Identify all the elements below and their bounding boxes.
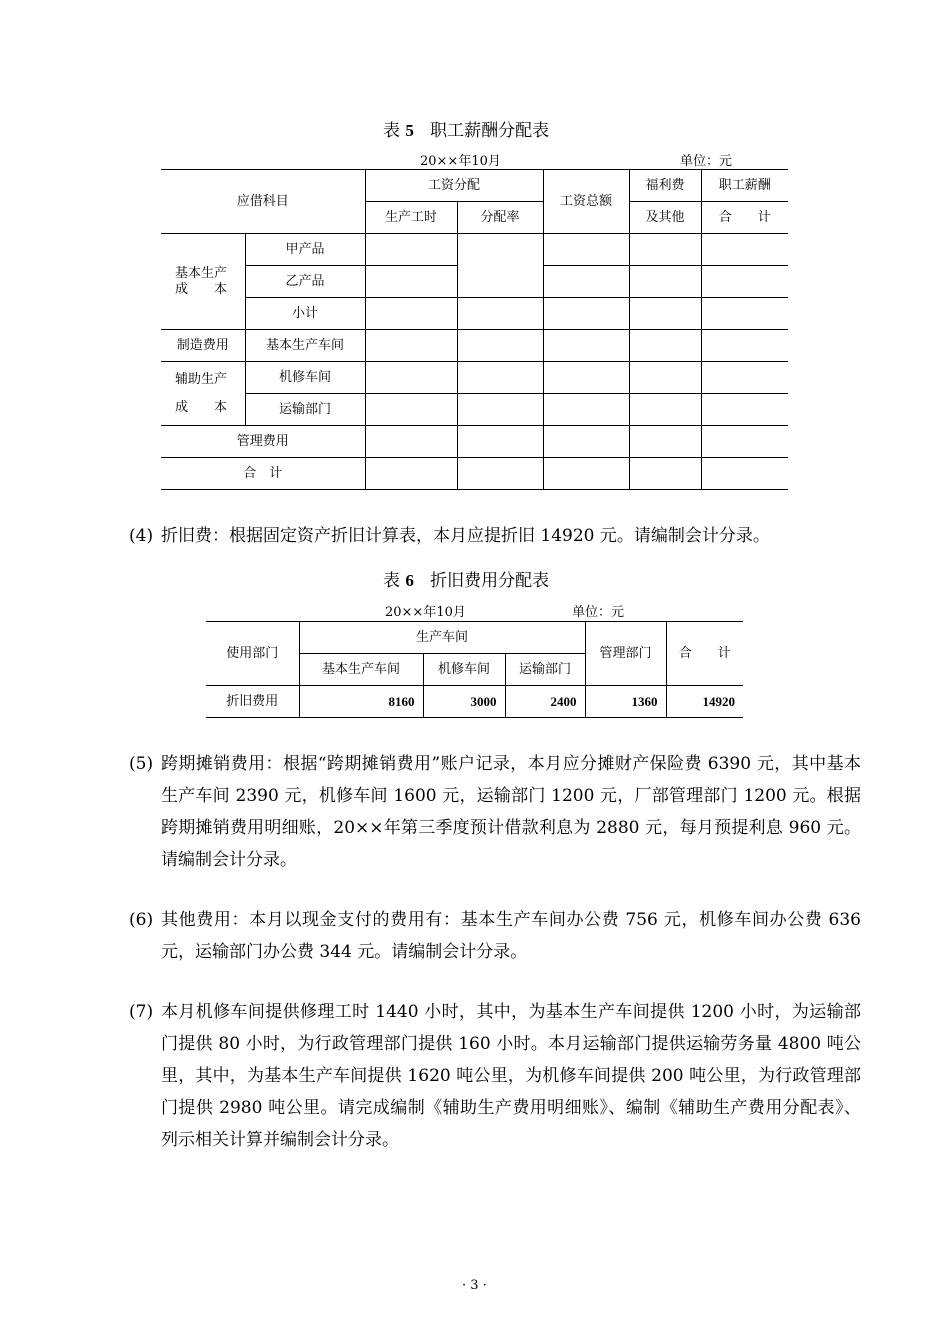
cell	[701, 362, 788, 394]
cell	[543, 362, 629, 394]
cell	[457, 298, 543, 330]
cell	[701, 266, 788, 298]
cell	[365, 394, 457, 426]
header-total-wage: 工资总额	[543, 170, 629, 234]
item-7: (7) 本月机修车间提供修理工时 1440 小时，其中，为基本生产车间提供 1200 小时，为运输部门提供 80 小时，为行政管理部门提供 160 小时。本月运输部门提供运输劳务量 4800 吨公里，其中，为基本生产车间提供 1620 吨公里，为机修车间提供 200 吨公里，为行政管理部门提供 2980 吨公里。请完成编制《辅助生产费用明细账》、编制《辅助生产费用分配表》、列示相关计算并编制会计分录。	[129, 1002, 861, 1150]
salary-allocation-table	[161, 169, 788, 490]
cell	[629, 234, 701, 266]
item-5: (5) 跨期摊销费用：根据“跨期摊销费用”账户记录，本月应分摊财产保险费 6390 元，其中基本生产车间 2390 元，机修车间 1600 元，运输部门 1200 元，厂部管理部门 1200 元。根据跨期摊销费用明细账，20××年第三季度预计借款利息为 2880 元，每月预提利息 960 元。请编制会计分录。	[129, 754, 861, 870]
cell	[629, 362, 701, 394]
cell	[365, 330, 457, 362]
cell	[365, 426, 457, 458]
cell	[457, 426, 543, 458]
group-manufacturing: 制造费用	[161, 330, 245, 362]
depreciation-allocation-table	[206, 621, 743, 718]
header-transport: 运输部门	[505, 654, 585, 686]
cell	[365, 298, 457, 330]
cell	[543, 426, 629, 458]
group-basic-production: 基本生产 成 本	[161, 234, 245, 330]
header-wage-alloc: 工资分配	[365, 170, 543, 202]
value-total: 14920	[666, 686, 743, 718]
cell	[365, 266, 457, 298]
cell	[543, 298, 629, 330]
header-admin: 管理部门	[585, 622, 666, 686]
header-account: 应借科目	[161, 170, 365, 234]
cell	[543, 234, 629, 266]
value-transport: 2400	[505, 686, 585, 718]
group-aux-production: 辅助生产 成 本	[161, 362, 245, 426]
table5-unit: 单位：元	[680, 154, 733, 169]
cell	[457, 394, 543, 426]
row-transport: 运输部门	[245, 394, 365, 426]
row-repair: 机修车间	[245, 362, 365, 394]
item-4: (4) 折旧费：根据固定资产折旧计算表，本月应提折旧 14920 元。请编制会计分录。	[129, 526, 770, 546]
cell	[629, 394, 701, 426]
cell	[543, 266, 629, 298]
header-dept: 使用部门	[206, 622, 299, 686]
header-welfare-l2: 及其他	[629, 202, 701, 234]
row-product-b: 乙产品	[245, 266, 365, 298]
header-production: 生产车间	[299, 622, 585, 654]
cell	[629, 266, 701, 298]
header-salary-l2: 合 计	[701, 202, 788, 234]
value-basic: 8160	[299, 686, 423, 718]
table6-unit: 单位：元	[572, 605, 625, 620]
cell-rate-merged	[457, 234, 543, 298]
cell	[457, 458, 543, 490]
cell	[543, 330, 629, 362]
cell	[365, 362, 457, 394]
header-repair: 机修车间	[423, 654, 505, 686]
header-total: 合 计	[666, 622, 743, 686]
header-welfare-l1: 福利费	[629, 170, 701, 202]
cell	[701, 426, 788, 458]
header-rate: 分配率	[457, 202, 543, 234]
cell	[701, 458, 788, 490]
table6-title: 表 6 折旧费用分配表	[383, 571, 550, 591]
cell	[457, 330, 543, 362]
row-product-a: 甲产品	[245, 234, 365, 266]
cell	[365, 234, 457, 266]
cell	[457, 362, 543, 394]
table5-date: 20××年10月	[420, 154, 501, 169]
page-number: · 3 ·	[462, 1278, 487, 1293]
cell	[543, 394, 629, 426]
cell	[629, 330, 701, 362]
cell	[701, 298, 788, 330]
value-admin: 1360	[585, 686, 666, 718]
value-repair: 3000	[423, 686, 505, 718]
row-workshop: 基本生产车间	[245, 330, 365, 362]
header-salary-l1: 职工薪酬	[701, 170, 788, 202]
row-depreciation-label: 折旧费用	[206, 686, 299, 718]
cell	[701, 234, 788, 266]
cell	[365, 458, 457, 490]
row-subtotal: 小计	[245, 298, 365, 330]
row-total: 合 计	[161, 458, 365, 490]
cell	[629, 298, 701, 330]
cell	[543, 458, 629, 490]
header-basic-workshop: 基本生产车间	[299, 654, 423, 686]
cell	[629, 458, 701, 490]
cell	[701, 330, 788, 362]
table6-date: 20××年10月	[385, 605, 466, 620]
cell	[629, 426, 701, 458]
table5-title: 表 5 职工薪酬分配表	[383, 121, 550, 141]
item-6: (6) 其他费用：本月以现金支付的费用有：基本生产车间办公费 756 元，机修车间办公费 636 元，运输部门办公费 344 元。请编制会计分录。	[129, 910, 861, 962]
cell	[701, 394, 788, 426]
header-hours: 生产工时	[365, 202, 457, 234]
row-admin: 管理费用	[161, 426, 365, 458]
